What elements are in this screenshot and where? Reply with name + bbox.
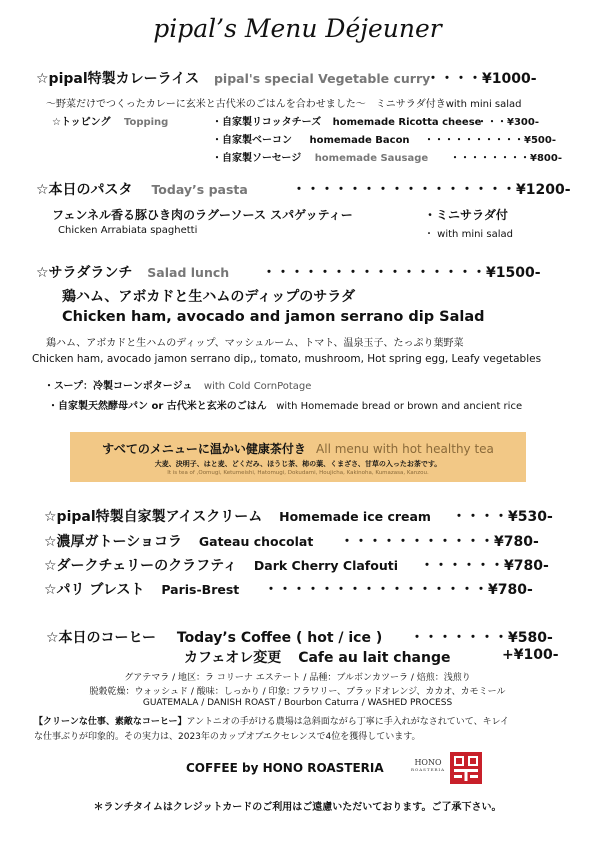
dessert-item <box>44 555 398 575</box>
dessert-item <box>44 579 239 599</box>
salad-bread <box>48 397 522 412</box>
salad-bread-jp: ・自家製天然酵母パン or 古代米と玄米のごはん <box>48 401 267 412</box>
dessert-name-en: Homemade ice cream <box>279 509 431 524</box>
pasta-section <box>36 179 248 199</box>
dessert-price: ・・・・・・・・・・・¥780- <box>340 534 539 550</box>
salad-bread-en: with Homemade bread or brown and ancient rice <box>276 401 523 412</box>
topping-item-price: ・・・・・・・・・・¥500- <box>424 135 556 146</box>
coffee-process-jp: 脱穀乾燥：ウォッシュド / 酸味：しっかり / 印象: フラワリー、ブラッドオレンジ、カカオ、カモミール <box>89 687 506 697</box>
topping-item-jp: ・自家製リコッタチーズ <box>212 117 322 128</box>
dessert-name-en: Gateau chocolat <box>198 534 314 549</box>
pasta-name-en: Today’s pasta <box>151 182 248 197</box>
salad-section <box>36 262 229 282</box>
coffee-latte-price: +¥100- <box>502 647 559 663</box>
coffee-note-line1: アントニオの手がける農場は急斜面ながら丁寧に手入れがなされていて、キレイ <box>186 717 510 727</box>
tea-title-jp: すべてのメニューに温かい健康茶付き <box>102 442 306 456</box>
topping-item-jp: ・自家製ベーコン <box>212 135 292 146</box>
tea-notice-box <box>70 432 526 482</box>
topping-item-jp: ・自家製ソーセージ <box>212 153 302 164</box>
coffee-latte <box>184 647 450 667</box>
topping-item-price: ・・・・・・・・¥800- <box>450 153 562 164</box>
dessert-price: ・・・・・・・・・・・・・・・・¥780- <box>264 582 533 598</box>
roaster-logo-sub: ROASTERIA <box>411 767 445 772</box>
dessert-item <box>44 506 431 526</box>
salad-price: ・・・・・・・・・・・・・・・・¥1500- <box>262 265 541 281</box>
salad-name-jp: ☆サラダランチ <box>36 265 133 281</box>
roaster-logo-name: HONO <box>414 758 442 767</box>
coffee-latte-en: Cafe au lait change <box>298 650 451 666</box>
pasta-name-jp: ☆本日のパスタ <box>36 182 133 198</box>
dessert-price: ・・・・¥530- <box>452 509 553 525</box>
topping-item <box>212 113 481 128</box>
coffee-section <box>46 627 382 647</box>
footer-note: ＊ランチタイムはクレジットカードのご利用はご遠慮いただいております。ご了承下さい。 <box>93 802 502 813</box>
topping-item-price: ・・・¥300- <box>477 117 539 128</box>
dessert-name-jp: ☆ダークチェリーのクラフティ <box>44 558 238 574</box>
dessert-name-jp: ☆pipal特製自家製アイスクリーム <box>44 509 263 525</box>
coffee-note-title: 【クリーンな仕事、素敵なコーヒー】 <box>34 717 187 727</box>
pasta-salad-en: ・ with mini salad <box>424 229 513 240</box>
dessert-name-en: Paris-Brest <box>161 582 240 597</box>
salad-dish-jp: 鶏ハム、アボカドと生ハムのディップのサラダ <box>62 289 356 305</box>
pasta-dish-jp: フェンネル香る豚ひき肉のラグーソース スパゲッティー <box>52 208 353 222</box>
page-title: pipal’s Menu Déjeuner <box>153 14 442 43</box>
salad-soup-jp: ・スープ：冷製コーンポタージュ <box>44 381 193 392</box>
roaster-label: COFFEE by HONO ROASTERIA <box>186 761 384 775</box>
coffee-latte-jp: カフェオレ変更 <box>184 650 282 666</box>
dessert-name-en: Dark Cherry Clafouti <box>253 558 398 573</box>
pasta-salad-jp: ・ミニサラダ付 <box>424 208 508 222</box>
dessert-name-jp: ☆濃厚ガトーショコラ <box>44 534 182 550</box>
curry-description: 〜野菜だけでつくったカレーに玄米と古代米のごはんを合わせました〜 ミニサラダ付きwith mini salad <box>46 99 522 110</box>
topping-label-en: Topping <box>123 117 169 128</box>
pasta-dish-en: Chicken Arrabiata spaghetti <box>58 225 198 236</box>
salad-dish-en: Chicken ham, avocado and jamon serrano dip Salad <box>62 309 485 325</box>
hono-logo-icon <box>450 752 482 784</box>
curry-section <box>36 68 430 88</box>
roaster-logo-text <box>408 758 448 772</box>
coffee-note-line2: な仕事ぶりが印象的。その実力は、2023年のカップオブエクセレンスで4位を獲得しています。 <box>34 732 421 742</box>
curry-name-en: pipal's special Vegetable curry <box>213 71 431 86</box>
salad-soup <box>44 377 311 392</box>
topping-heading <box>52 113 168 128</box>
topping-item <box>212 131 410 146</box>
salad-ingredients-en: Chicken ham, avocado jamon serrano dip,, tomato, mushroom, Hot spring egg, Leafy vegetables <box>32 353 542 365</box>
curry-price: ・・・・¥1000- <box>426 71 537 87</box>
salad-ingredients-jp: 鶏ハム、アボカドと生ハムのディップ、マッシュルーム、トマト、温泉玉子、たっぷり葉野菜 <box>46 338 464 349</box>
pasta-price: ・・・・・・・・・・・・・・・・¥1200- <box>292 182 571 198</box>
tea-list-en: It is tea of ,Oomugi, Ketumeishi, Hatomugi, Dokudami, Houjicha, Kakinoha, Kumazasa, Kanzou. <box>167 470 429 476</box>
dessert-name-jp: ☆パリ ブレスト <box>44 582 145 598</box>
topping-item <box>212 149 428 164</box>
dessert-price: ・・・・・・¥780- <box>420 558 549 574</box>
salad-name-en: Salad lunch <box>147 265 230 280</box>
tea-title <box>70 440 526 457</box>
coffee-name-jp: ☆本日のコーヒー <box>46 630 156 646</box>
curry-name-jp: ☆pipal特製カレーライス <box>36 71 200 87</box>
topping-item-en: homemade Ricotta cheese <box>332 117 482 128</box>
coffee-name-en: Today’s Coffee ( hot / ice ) <box>176 630 383 646</box>
topping-label-jp: ☆トッピング <box>52 117 111 128</box>
tea-list-jp: 大麦、決明子、はと麦、どくだみ、ほうじ茶、柿の葉、くまざさ、甘草の入ったお茶です。 <box>154 460 442 468</box>
coffee-origin-en: GUATEMALA / DANISH ROAST / Bourbon Caturra / WASHED PROCESS <box>142 698 453 708</box>
dessert-item <box>44 531 313 551</box>
coffee-price: ・・・・・・・¥580- <box>410 630 553 646</box>
coffee-origin-jp: グアテマラ / 地区：ラ コリーナ エステート / 品種：ブルボンカツーラ / 焙煎：浅煎り <box>124 673 471 683</box>
tea-title-en: All menu with hot healthy tea <box>316 442 494 456</box>
salad-soup-en: with Cold CornPotage <box>203 381 312 392</box>
topping-item-en: homemade Bacon <box>309 135 410 146</box>
topping-item-en: homemade Sausage <box>314 153 429 164</box>
coffee-note <box>34 714 509 727</box>
